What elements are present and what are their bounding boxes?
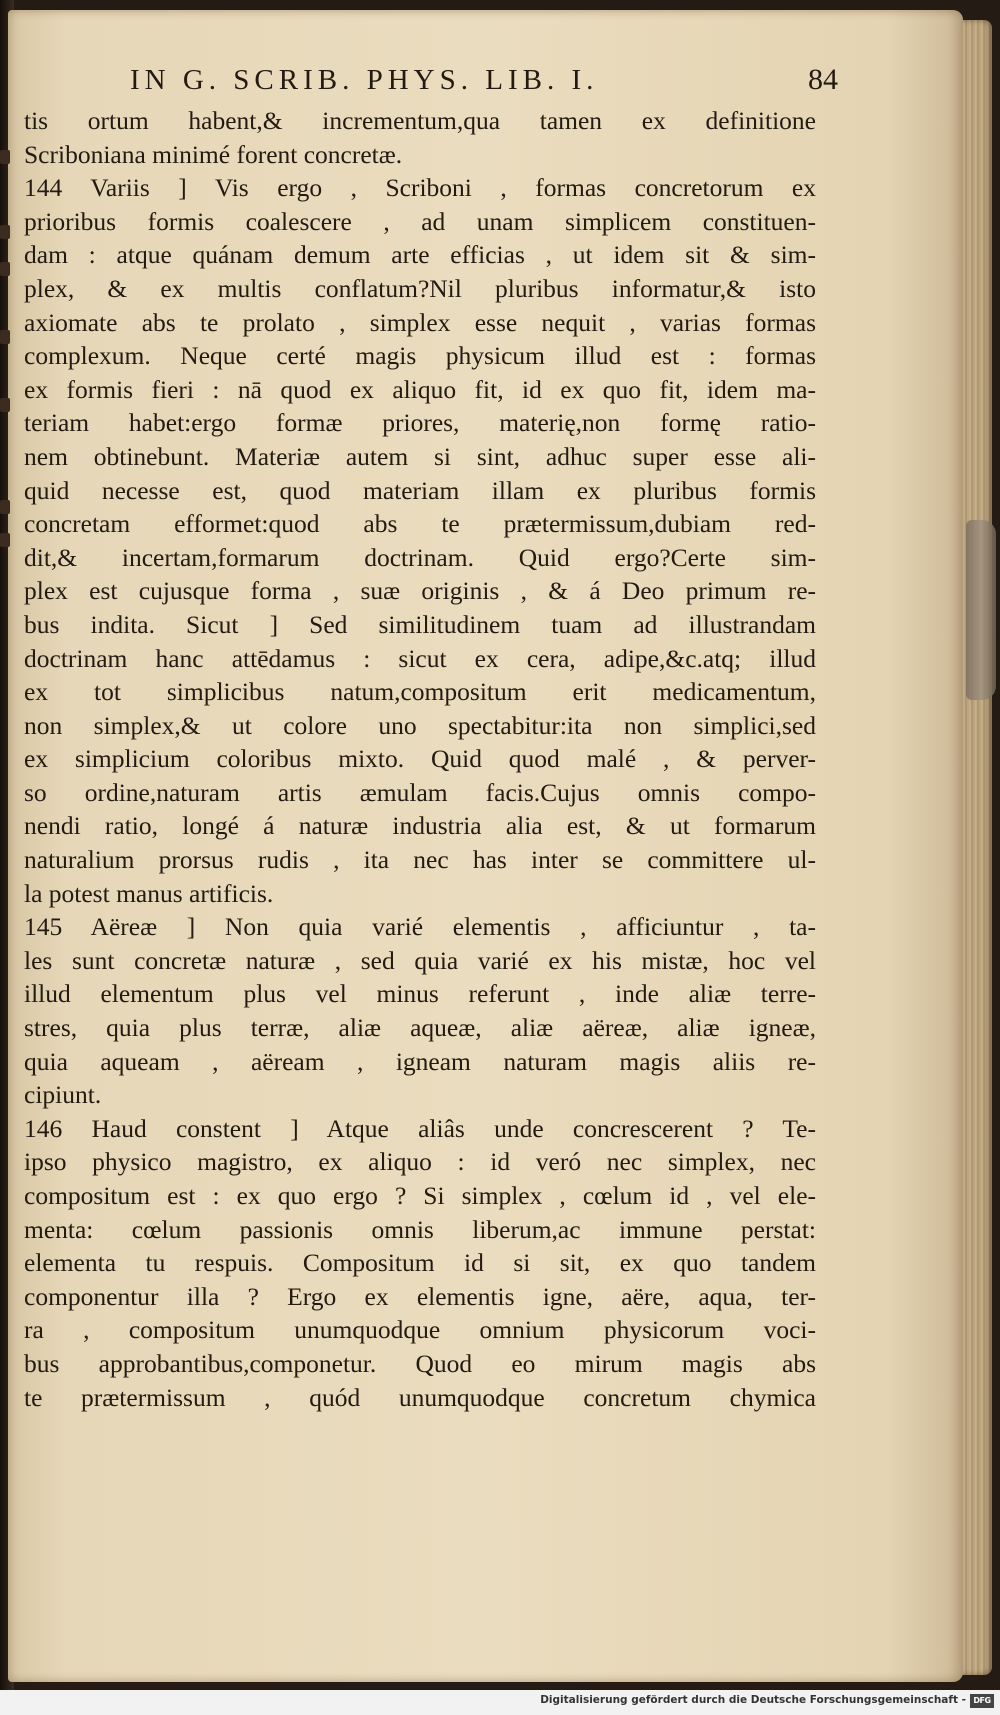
text-line: 145 Aëreæ ] Non quia varié elementis , afficiuntur , ta- [24,912,816,942]
text-line: les sunt concretæ naturæ , sed quia varié ex his mistæ, hoc vel [24,945,816,975]
text-line: doctrinam hanc attēdamus : sicut ex cera, adipe,&c.atq; illud [24,643,816,673]
text-line: quid necesse est, quod materiam illam ex pluribus formis [24,475,816,505]
text-line: naturalium prorsus rudis , ita nec has inter se committere ul- [24,845,816,875]
page-header [130,60,838,100]
text-line: ex tot simplicibus natum,compositum erit medicamentum, [24,677,816,707]
margin-mark [0,330,10,344]
text-line: teriam habet:ergo formæ priores, materię,non formę ratio- [24,408,816,438]
margin-mark [0,225,10,239]
text-line: compositum est : ex quo ergo ? Si simplex , cœlum id , vel ele- [24,1181,816,1210]
text-line: bus approbantibus,componetur. Quod eo mirum magis abs [24,1348,816,1378]
text-line: axiomate abs te prolato , simplex esse nequit , varias formas [24,307,816,337]
text-line: complexum. Neque certé magis physicum illud est : formas [24,341,816,371]
text-line: stres, quia plus terræ, aliæ aqueæ, aliæ aëreæ, aliæ igneæ, [24,1013,816,1043]
text-line: non simplex,& ut colore uno spectabitur:ita non simplici,sed [24,710,816,740]
book-clip [966,520,996,700]
text-line: ex simplicium coloribus mixto. Quid quod malé , & perver- [24,744,816,774]
funding-credit: Digitalisierung gefördert durch die Deutsche Forschungsgemeinschaft - [540,1694,966,1706]
text-line: concretam efformet:quod abs te prætermissum,dubiam red- [24,509,816,539]
digitization-footer [0,1690,1000,1715]
text-line: la potest manus artificis. [24,878,274,908]
text-line: 146 Haud constent ] Atque aliâs unde concrescerent ? Te- [24,1113,816,1143]
page-number: 84 [808,63,838,96]
margin-mark [0,533,10,547]
text-line: bus indita. Sicut ] Sed similitudinem tuam ad illustrandam [24,609,816,639]
margin-mark [0,262,10,276]
text-line: 144 Variis ] Vis ergo , Scriboni , formas concretorum ex [24,173,816,203]
text-line: prioribus formis coalescere , ad unam simplicem constituen- [24,206,816,236]
text-line: illud elementum plus vel minus referunt , inde aliæ terre- [24,979,816,1009]
text-line: Scriboniana minimé forent concretæ. [24,139,403,169]
margin-mark [0,150,10,164]
text-line: nem obtinebunt. Materiæ autem si sint, adhuc super esse ali- [24,441,816,471]
running-title: IN G. SCRIB. PHYS. LIB. I. [130,64,599,96]
text-line: dam : atque quánam demum arte efficias , ut idem sit & sim- [24,240,816,270]
page-fore-edge [962,20,992,1675]
text-line: cipiunt. [24,1080,102,1110]
text-line: te prætermissum , quód unumquodque concretum chymica [24,1382,816,1412]
text-line: dit,& incertam,formarum doctrinam. Quid ergo?Certe sim- [24,542,816,572]
text-line: ipso physico magistro, ex aliquo : id veró nec simplex, nec [24,1147,816,1177]
text-line: plex, & ex multis conflatum?Nil pluribus informatur,& isto [24,273,816,303]
text-line: menta: cœlum passionis omnis liberum,ac immune perstat: [24,1214,816,1244]
margin-mark [0,500,10,514]
margin-mark [0,398,10,412]
text-line: nendi ratio, longé á naturæ industria alia est, & ut formarum [24,811,816,841]
text-line: componentur illa ? Ergo ex elementis igne, aëre, aqua, ter- [24,1281,816,1311]
text-line: quia aqueam , aëream , igneam naturam magis aliis re- [24,1046,816,1076]
page-body-text [24,104,816,1414]
text-line: tis ortum habent,& incrementum,qua tamen ex definitione [24,106,816,135]
text-line: elementa tu respuis. Compositum id si sit, ex quo tandem [24,1248,816,1278]
text-line: plex est cujusque forma , suæ originis , & á Deo primum re- [24,576,816,606]
text-line: ra , compositum unumquodque omnium physicorum voci- [24,1315,816,1345]
dfg-logo: DFG [970,1694,994,1708]
text-line: so ordine,naturam artis æmulam facis.Cujus omnis compo- [24,777,816,807]
text-line: ex formis fieri : nā quod ex aliquo fit, id ex quo fit, idem ma- [24,374,816,404]
